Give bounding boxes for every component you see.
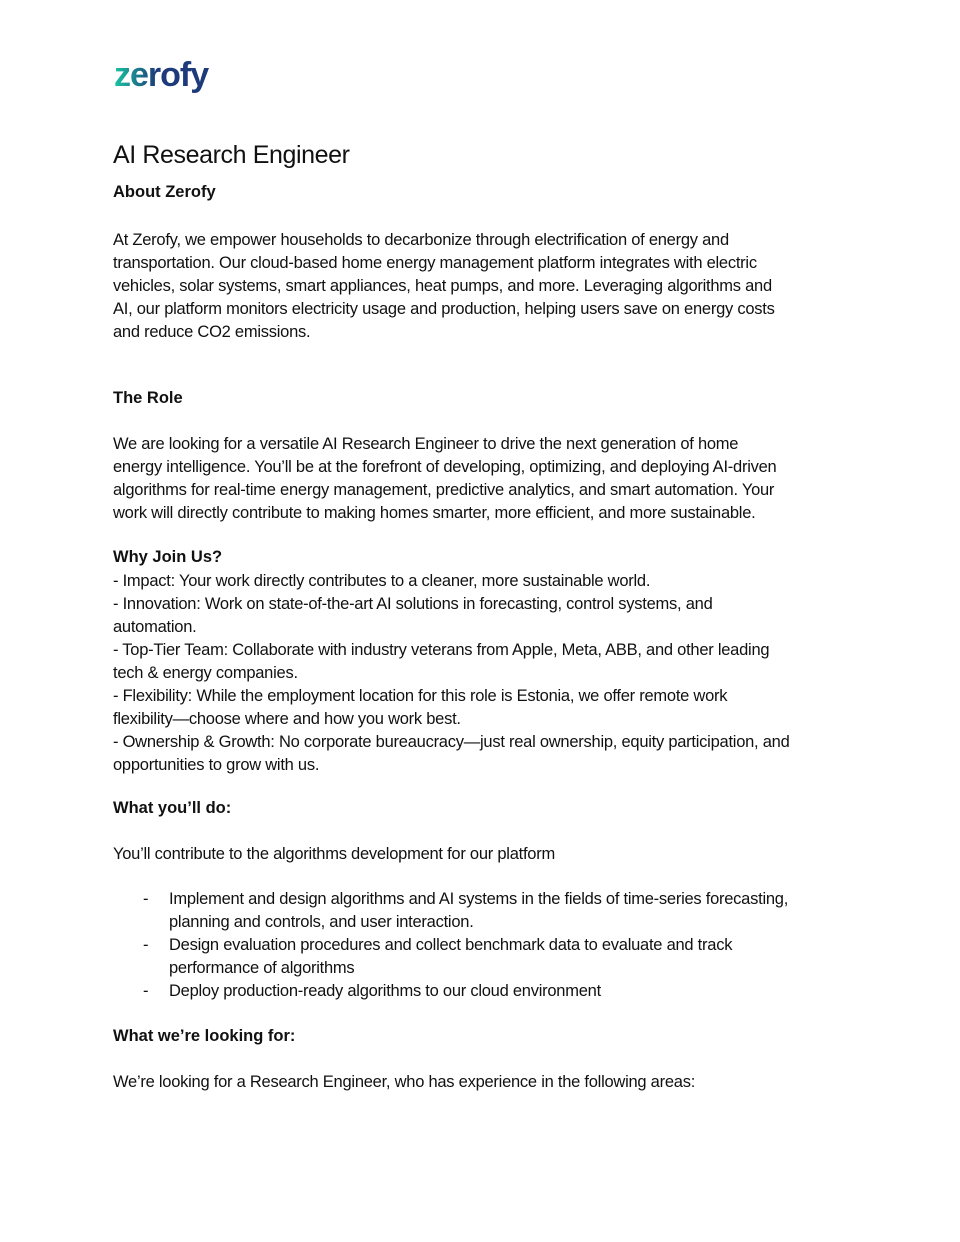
text-line: energy intelligence. You’ll be at the forefront of developing, optimizing, and deploying AI-driven xyxy=(113,458,777,476)
list-item xyxy=(113,980,853,1003)
text-line: Implement and design algorithms and AI systems in the fields of time-series forecasting, xyxy=(169,890,789,908)
zerofy-logo xyxy=(114,56,234,100)
why-list xyxy=(113,570,853,777)
do-bullet-list xyxy=(113,888,853,1003)
text-line: algorithms for real-time energy management, predictive analytics, and smart automation. Your xyxy=(113,481,775,499)
do-intro: You’ll contribute to the algorithms development for our platform xyxy=(113,845,555,863)
text-line: At Zerofy, we empower households to decarbonize through electrification of energy and xyxy=(113,231,729,249)
why-heading: Why Join Us? xyxy=(113,548,223,566)
text-line: flexibility—choose where and how you work best. xyxy=(113,710,461,728)
about-heading: About Zerofy xyxy=(113,183,216,201)
text-line: Design evaluation procedures and collect benchmark data to evaluate and track xyxy=(169,936,733,954)
list-item xyxy=(113,934,853,980)
text-line: vehicles, solar systems, smart appliances, heat pumps, and more. Leveraging algorithms and xyxy=(113,277,772,295)
text-line: AI, our platform monitors electricity usage and production, helping users save on energy costs xyxy=(113,300,775,318)
text-line: performance of algorithms xyxy=(169,959,355,977)
text-line: transportation. Our cloud-based home energy management platform integrates with electric xyxy=(113,254,757,272)
text-line: work will directly contribute to making homes smarter, more efficient, and more sustainable. xyxy=(113,504,756,522)
text-line: - Impact: Your work directly contributes to a cleaner, more sustainable world. xyxy=(113,572,651,590)
text-line: opportunities to grow with us. xyxy=(113,756,320,774)
do-heading: What you’ll do: xyxy=(113,799,232,817)
text-line: - Top-Tier Team: Collaborate with industry veterans from Apple, Meta, ABB, and other leading xyxy=(113,641,770,659)
text-line: planning and controls, and user interaction. xyxy=(169,913,474,931)
logo-wordmark: zerofy xyxy=(114,56,209,94)
text-line: - Flexibility: While the employment location for this role is Estonia, we offer remote work xyxy=(113,687,728,705)
text-line: Deploy production-ready algorithms to our cloud environment xyxy=(169,982,601,1000)
bullet-dash: - xyxy=(143,982,149,1000)
page-title: AI Research Engineer xyxy=(113,141,350,169)
role-heading: The Role xyxy=(113,389,183,407)
bullet-dash: - xyxy=(143,890,149,908)
text-line: tech & energy companies. xyxy=(113,664,298,682)
text-line: - Innovation: Work on state-of-the-art AI solutions in forecasting, control systems, and xyxy=(113,595,713,613)
text-line: - Ownership & Growth: No corporate bureaucracy—just real ownership, equity participation, and xyxy=(113,733,790,751)
list-item xyxy=(113,888,853,934)
looking-heading: What we’re looking for: xyxy=(113,1027,296,1045)
bullet-dash: - xyxy=(143,936,149,954)
role-paragraph xyxy=(113,433,853,525)
text-line: automation. xyxy=(113,618,197,636)
about-paragraph xyxy=(113,229,853,344)
text-line: and reduce CO2 emissions. xyxy=(113,323,311,341)
text-line: We are looking for a versatile AI Research Engineer to drive the next generation of home xyxy=(113,435,739,453)
looking-intro: We’re looking for a Research Engineer, who has experience in the following areas: xyxy=(113,1073,696,1091)
